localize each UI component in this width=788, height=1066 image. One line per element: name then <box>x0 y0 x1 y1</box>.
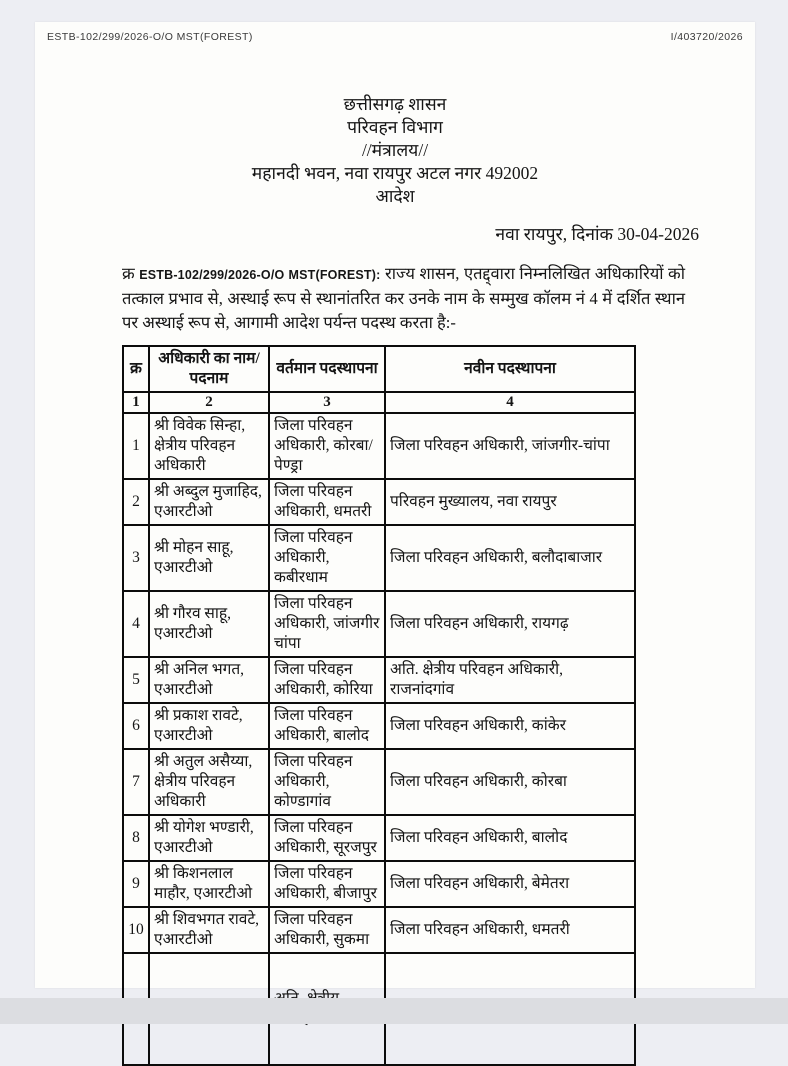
intro-prefix: क्र <box>122 264 140 283</box>
header-sn: क्र <box>123 346 149 392</box>
col-number-1: 1 <box>123 392 149 413</box>
cell-current-posting: जिला परिवहन अधिकारी, बालोद <box>269 703 385 749</box>
header-government: छत्तीसगढ़ शासन <box>343 94 447 114</box>
header-new-posting: नवीन पदस्थापना <box>385 346 635 392</box>
header-ministry: //मंत्रालय// <box>361 140 429 160</box>
header-officer-name: अधिकारी का नाम/पदनाम <box>149 346 269 392</box>
reference-row <box>35 22 755 43</box>
file-reference-right: I/403720/2026 <box>670 31 743 43</box>
column-number-row <box>123 392 635 413</box>
table-row <box>123 749 635 815</box>
cell-sn: 7 <box>123 749 149 815</box>
table-row <box>123 413 635 479</box>
table-row <box>123 479 635 525</box>
cell-officer-name: श्री अतुल असैय्या, क्षेत्रीय परिवहन अधिकारी <box>149 749 269 815</box>
cell-new-posting: जिला परिवहन अधिकारी, बालोद <box>385 815 635 861</box>
table-row <box>123 591 635 657</box>
cell-new-posting: जिला परिवहन अधिकारी, कोरबा <box>385 749 635 815</box>
col-number-2: 2 <box>149 392 269 413</box>
cell-officer-name: श्री योगेश भण्डारी, एआरटीओ <box>149 815 269 861</box>
cell-sn: 8 <box>123 815 149 861</box>
place-date-line: नवा रायपुर, दिनांक 30-04-2026 <box>495 224 699 244</box>
cell-sn: 2 <box>123 479 149 525</box>
header-address: महानदी भवन, नवा रायपुर अटल नगर 492002 <box>251 163 539 183</box>
col-number-4: 4 <box>385 392 635 413</box>
cell-current-posting: जिला परिवहन अधिकारी, धमतरी <box>269 479 385 525</box>
cell-officer-name: श्री अब्दुल मुजाहिद, एआरटीओ <box>149 479 269 525</box>
cell-sn: 3 <box>123 525 149 591</box>
header-current-posting: वर्तमान पदस्थापना <box>269 346 385 392</box>
table-row <box>123 525 635 591</box>
table-row <box>123 703 635 749</box>
cell-new-posting: जिला परिवहन अधिकारी, कांकेर <box>385 703 635 749</box>
cell-sn: 6 <box>123 703 149 749</box>
cell-current-posting: जिला परिवहन अधिकारी, कोरबा/पेण्ड्रा <box>269 413 385 479</box>
cell-officer-name: श्री प्रकाश रावटे, एआरटीओ <box>149 703 269 749</box>
intro-file-reference: ESTB-102/299/2026-O/O MST(FOREST): <box>139 268 381 282</box>
cell-officer-name: श्री किशनलाल माहौर, एआरटीओ <box>149 861 269 907</box>
cell-sn: 9 <box>123 861 149 907</box>
cell-sn: 1 <box>123 413 149 479</box>
cell-sn: 4 <box>123 591 149 657</box>
table-row <box>123 815 635 861</box>
cell-current-posting: जिला परिवहन अधिकारी, सुकमा <box>269 907 385 953</box>
table-header-row <box>123 346 635 392</box>
cell-officer-name: श्री मोहन साहू, एआरटीओ <box>149 525 269 591</box>
intro-body-text: राज्य शासन, एतद्द्वारा निम्नलिखित अधिकारियों को तत्काल प्रभाव से, अस्थाई रूप से स्थानांतरित कर उनके नाम के सम्मुख कॉलम नं 4 में दर्शित स्थान पर अस्थाई रूप से, आगामी आदेश पर्यन्त पदस्थ करता है:- <box>122 264 686 332</box>
order-intro-paragraph <box>122 262 685 335</box>
cell-new-posting: जिला परिवहन अधिकारी, बलौदाबाजार <box>385 525 635 591</box>
cell-sn: 10 <box>123 907 149 953</box>
table-row <box>123 861 635 907</box>
cell-new-posting: अति. क्षेत्रीय परिवहन अधिकारी, राजनांदगांव <box>385 657 635 703</box>
cell-current-posting: जिला परिवहन अधिकारी, जांजगीर चांपा <box>269 591 385 657</box>
cell-current-posting: जिला परिवहन अधिकारी, कबीरधाम <box>269 525 385 591</box>
transfer-order-table <box>122 345 636 1066</box>
table-row <box>123 657 635 703</box>
cell-officer-name: श्री विवेक सिन्हा, क्षेत्रीय परिवहन अधिकारी <box>149 413 269 479</box>
cell-current-posting: जिला परिवहन अधिकारी, बीजापुर <box>269 861 385 907</box>
background-bottom-band <box>0 998 788 1024</box>
cell-new-posting: जिला परिवहन अधिकारी, धमतरी <box>385 907 635 953</box>
cell-current-posting: जिला परिवहन अधिकारी, सूरजपुर <box>269 815 385 861</box>
file-reference-left: ESTB-102/299/2026-O/O MST(FOREST) <box>47 31 253 43</box>
cell-sn: 5 <box>123 657 149 703</box>
cell-new-posting: जिला परिवहन अधिकारी, बेमेतरा <box>385 861 635 907</box>
cell-officer-name: श्री गौरव साहू, एआरटीओ <box>149 591 269 657</box>
table-row <box>123 907 635 953</box>
header-department: परिवहन विभाग <box>347 117 443 137</box>
cell-new-posting: जिला परिवहन अधिकारी, जांजगीर-चांपा <box>385 413 635 479</box>
header-order-title: आदेश <box>375 186 415 206</box>
cell-officer-name: श्री शिवभगत रावटे, एआरटीओ <box>149 907 269 953</box>
cell-new-posting: परिवहन मुख्यालय, नवा रायपुर <box>385 479 635 525</box>
cell-current-posting: जिला परिवहन अधिकारी, कोरिया <box>269 657 385 703</box>
cell-officer-name: श्री अनिल भगत, एआरटीओ <box>149 657 269 703</box>
cell-current-posting: जिला परिवहन अधिकारी, कोण्डागांव <box>269 749 385 815</box>
document-header <box>35 93 755 208</box>
col-number-3: 3 <box>269 392 385 413</box>
document-page <box>35 22 755 988</box>
cell-new-posting: जिला परिवहन अधिकारी, रायगढ़ <box>385 591 635 657</box>
